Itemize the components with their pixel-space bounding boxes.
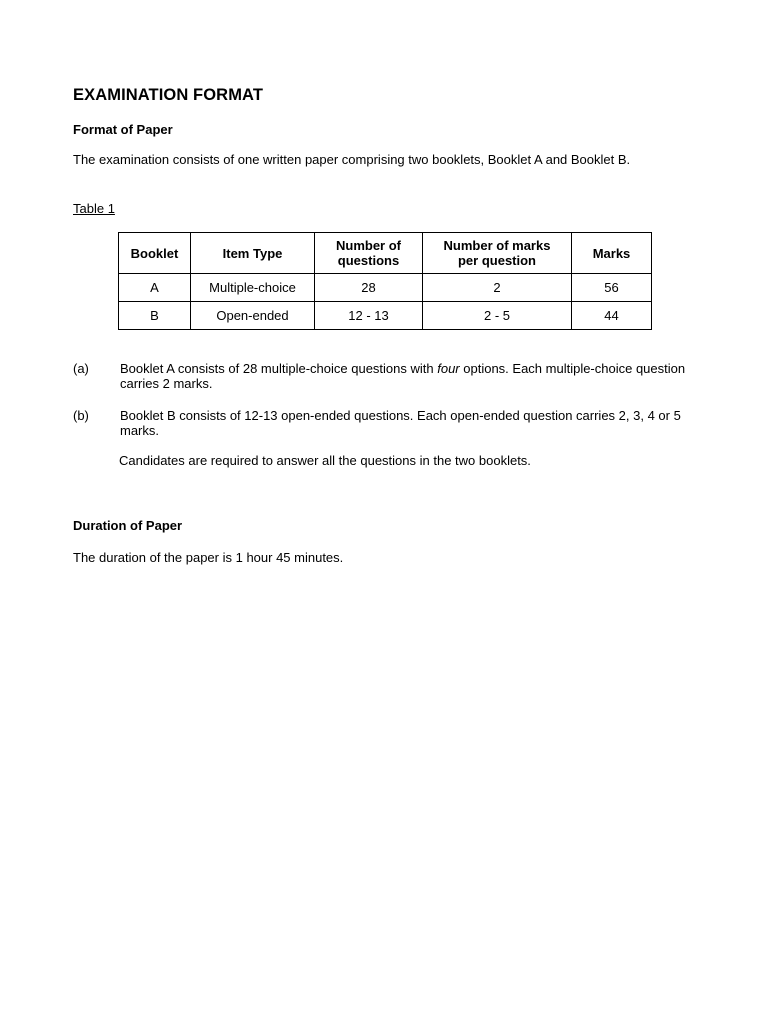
list-item-text: Booklet B consists of 12-13 open-ended questions. Each open-ended question carries 2, 3, 4 or 5 marks. (120, 408, 681, 438)
header-number-of-questions-line-2: questions (337, 253, 400, 268)
table-row (119, 274, 652, 302)
duration-paragraph: The duration of the paper is 1 hour 45 minutes. (73, 550, 344, 565)
cell-number-of-questions: 12 - 13 (315, 302, 423, 330)
cell-item-type: Open-ended (191, 302, 315, 330)
list-item-text-end: options. Each multiple-choice question carries 2 marks. (120, 361, 686, 391)
duration-of-paper-heading: Duration of Paper (73, 518, 183, 533)
format-of-paper-heading: Format of Paper (73, 122, 173, 137)
list-item-label: (a) (73, 361, 89, 376)
header-number-of-questions (315, 233, 423, 274)
list-item-text (120, 361, 703, 391)
cell-booklet: B (119, 302, 191, 330)
table-caption: Table 1 (73, 201, 115, 216)
format-intro-paragraph: The examination consists of one written paper comprising two booklets, Booklet A and Booklet B. (73, 152, 631, 167)
table-row (119, 302, 652, 330)
header-marks-per-question-line-1: Number of marks (443, 238, 551, 253)
cell-number-of-questions: 28 (315, 274, 423, 302)
header-booklet (119, 233, 191, 274)
header-item-type (191, 233, 315, 274)
cell-marks-per-question: 2 - 5 (423, 302, 572, 330)
cell-booklet: A (119, 274, 191, 302)
header-item-type-line-1: Item Type (222, 245, 283, 261)
header-booklet-line-1: Booklet (130, 245, 179, 261)
page-title: EXAMINATION FORMAT (73, 86, 264, 104)
header-number-of-questions-line-1: Number of (336, 238, 401, 253)
header-marks (572, 233, 652, 274)
table-header-row (119, 233, 652, 274)
exam-format-table (118, 232, 652, 330)
list-item-label: (b) (73, 408, 89, 423)
header-marks-line-1: Marks (592, 245, 631, 261)
emphasis-four: four (437, 361, 460, 376)
cell-item-type: Multiple-choice (191, 274, 315, 302)
cell-marks: 44 (572, 302, 652, 330)
cell-marks: 56 (572, 274, 652, 302)
header-marks-per-question (423, 233, 572, 274)
candidates-note: Candidates are required to answer all the questions in the two booklets. (119, 453, 531, 468)
cell-marks-per-question: 2 (423, 274, 572, 302)
header-marks-per-question-line-2: per question (457, 253, 536, 268)
list-item-text-start: Booklet A consists of 28 multiple-choice questions with (120, 361, 438, 376)
